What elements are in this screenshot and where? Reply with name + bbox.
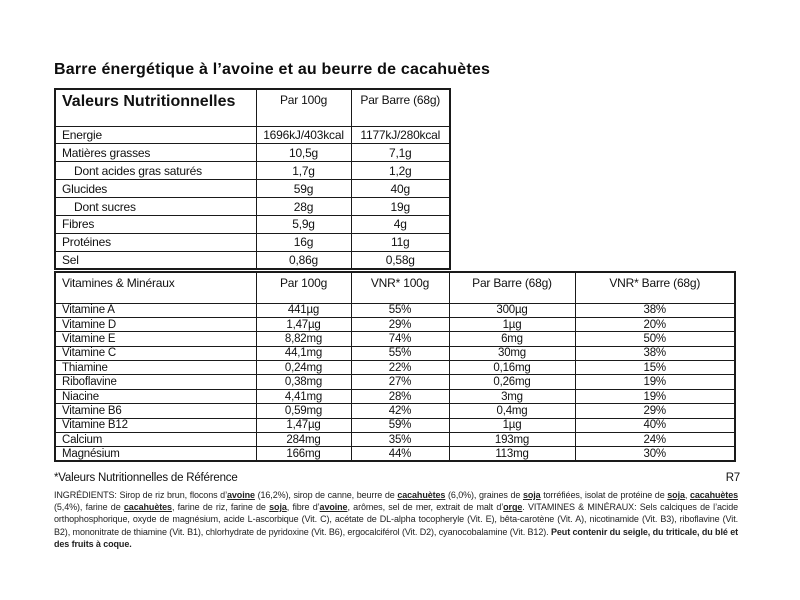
table-row: [55, 447, 735, 461]
table-row: [55, 433, 735, 447]
column-header-per-bar: Par Barre (68g): [449, 272, 575, 303]
row-value: 15%: [575, 361, 735, 375]
row-label: Dont acides gras saturés: [55, 162, 256, 180]
row-value: 1,2g: [351, 162, 450, 180]
row-value: 59%: [351, 418, 449, 432]
row-value: 7,1g: [351, 144, 450, 162]
table-row: [55, 180, 450, 198]
allergen-term: avoine: [319, 502, 348, 513]
row-label: Vitamine B12: [55, 418, 256, 432]
column-header-per-100g: Par 100g: [256, 272, 351, 303]
row-value: 59g: [256, 180, 351, 198]
vitamins-table-body: [55, 303, 735, 461]
ingredients-text: (5,4%), farine de: [54, 502, 124, 513]
table-row: [55, 126, 450, 144]
footnote-line: [54, 472, 740, 484]
table-row: [55, 389, 735, 403]
row-value: 166mg: [256, 447, 351, 461]
column-header-vnr-bar: VNR* Barre (68g): [575, 272, 735, 303]
table-row: [55, 404, 735, 418]
row-value: 0,26mg: [449, 375, 575, 389]
row-label: Fibres: [55, 215, 256, 233]
table-row: [55, 162, 450, 180]
row-value: 1,47µg: [256, 418, 351, 432]
ingredients-text: Peut contenir du seigle, du triticale, du blé et des fruits à coque.: [54, 526, 738, 549]
row-value: 441µg: [256, 303, 351, 317]
row-value: 19%: [575, 375, 735, 389]
row-label: Calcium: [55, 433, 256, 447]
row-label: Vitamine C: [55, 346, 256, 360]
row-label: Matières grasses: [55, 144, 256, 162]
allergen-term: soja: [667, 490, 685, 500]
row-value: 50%: [575, 332, 735, 346]
row-value: 6mg: [449, 332, 575, 346]
row-value: 1,47µg: [256, 317, 351, 331]
row-value: 40%: [575, 418, 735, 432]
row-value: 0,4mg: [449, 404, 575, 418]
row-label: Sel: [55, 251, 256, 269]
ingredients-text: ,: [684, 490, 690, 500]
product-title: Barre énergétique à l’avoine et au beurre de cacahuètes: [54, 61, 491, 78]
row-value: 30%: [575, 447, 735, 461]
row-value: 0,86g: [256, 251, 351, 269]
row-value: 0,58g: [351, 251, 450, 269]
table-row: [55, 215, 450, 233]
row-value: 1,7g: [256, 162, 351, 180]
row-value: 28%: [351, 389, 449, 403]
row-value: 300µg: [449, 303, 575, 317]
allergen-term: cacahuètes: [689, 490, 738, 500]
allergen-term: soja: [522, 490, 541, 500]
row-value: 42%: [351, 404, 449, 418]
ingredients-text: , arômes, sel de mer, extrait de malt d’: [347, 502, 504, 513]
row-value: 19%: [575, 389, 735, 403]
table-row: [55, 198, 450, 216]
ingredients-text: (16,2%), sirop de canne, beurre de: [254, 490, 398, 500]
vitamins-table-title: Vitamines & Minéraux: [55, 272, 256, 303]
row-value: 35%: [351, 433, 449, 447]
row-value: 4g: [351, 215, 450, 233]
allergen-term: soja: [269, 502, 287, 513]
row-value: 1µg: [449, 418, 575, 432]
ingredients-text: , farine de riz, farine de: [171, 502, 270, 513]
row-value: 5,9g: [256, 215, 351, 233]
vitamins-minerals-table: [54, 271, 736, 462]
revision-code: R7: [725, 472, 740, 484]
row-value: 1696kJ/403kcal: [256, 126, 351, 144]
row-label: Glucides: [55, 180, 256, 198]
row-value: 29%: [351, 317, 449, 331]
row-value: 55%: [351, 346, 449, 360]
row-value: 22%: [351, 361, 449, 375]
row-value: 1177kJ/280kcal: [351, 126, 450, 144]
table-row: [55, 251, 450, 269]
row-value: 27%: [351, 375, 449, 389]
row-value: 0,38mg: [256, 375, 351, 389]
row-label: Magnésium: [55, 447, 256, 461]
ingredients-text: . VITAMINES & MINÉRAUX: Sels calciques de l’acide orthophosphorique, oxyde de magnésium, acide L-ascorbique (Vit. C), acétate de DL-alpha tocopheryle (Vit. E), bêta-carotène (Vit. A), nicotinamide (Vit. B3), riboflavine (Vit. B2), mononitrate de thiamine (Vit. B1), chlorhydrate de pyridoxine (Vit. B6), ergocalciférol (Vit. D2), cyanocobalamine (Vit. B12).: [54, 502, 739, 537]
row-label: Dont sucres: [55, 198, 256, 216]
table-row: [55, 346, 735, 360]
table-row: [55, 361, 735, 375]
ingredients-text: INGRÉDIENTS: Sirop de riz brun, flocons d’: [54, 490, 227, 500]
row-value: 284mg: [256, 433, 351, 447]
row-value: 30mg: [449, 346, 575, 360]
row-value: 11g: [351, 233, 450, 251]
table-row: [55, 375, 735, 389]
row-label: Vitamine A: [55, 303, 256, 317]
row-label: Protéines: [55, 233, 256, 251]
row-value: 0,24mg: [256, 361, 351, 375]
allergen-term: orge: [503, 502, 523, 513]
allergen-term: avoine: [227, 490, 255, 500]
nutrition-facts-table: [54, 88, 451, 270]
row-value: 40g: [351, 180, 450, 198]
table-row: [55, 144, 450, 162]
nutrition-table-header-row: [55, 89, 450, 126]
row-value: 55%: [351, 303, 449, 317]
column-header-vnr-100g: VNR* 100g: [351, 272, 449, 303]
table-row: [55, 303, 735, 317]
row-value: 1µg: [449, 317, 575, 331]
row-value: 0,16mg: [449, 361, 575, 375]
row-label: Vitamine B6: [55, 404, 256, 418]
table-row: [55, 332, 735, 346]
row-label: Niacine: [55, 389, 256, 403]
column-header-per-bar: Par Barre (68g): [351, 89, 450, 126]
row-label: Riboflavine: [55, 375, 256, 389]
table-row: [55, 317, 735, 331]
row-value: 19g: [351, 198, 450, 216]
row-value: 113mg: [449, 447, 575, 461]
ingredients-text: , fibre d’: [286, 502, 320, 513]
row-value: 28g: [256, 198, 351, 216]
table-row: [55, 233, 450, 251]
nutrition-table-body: [55, 126, 450, 269]
row-value: 74%: [351, 332, 449, 346]
vitamins-table-header-row: [55, 272, 735, 303]
allergen-term: cacahuètes: [123, 502, 172, 513]
row-value: 24%: [575, 433, 735, 447]
row-label: Vitamine E: [55, 332, 256, 346]
row-value: 38%: [575, 303, 735, 317]
row-value: 20%: [575, 317, 735, 331]
row-label: Energie: [55, 126, 256, 144]
ingredients-text: torréfiées, isolat de protéine de: [540, 490, 668, 500]
column-header-per-100g: Par 100g: [256, 89, 351, 126]
row-label: Thiamine: [55, 361, 256, 375]
row-value: 8,82mg: [256, 332, 351, 346]
row-value: 3mg: [449, 389, 575, 403]
ingredients-text: (6,0%), graines de: [445, 490, 523, 500]
row-value: 44,1mg: [256, 346, 351, 360]
row-value: 29%: [575, 404, 735, 418]
row-value: 38%: [575, 346, 735, 360]
row-value: 0,59mg: [256, 404, 351, 418]
row-value: 16g: [256, 233, 351, 251]
ingredients-paragraph: [54, 489, 738, 550]
reference-values-footnote: *Valeurs Nutritionnelles de Référence: [54, 472, 238, 484]
row-value: 193mg: [449, 433, 575, 447]
allergen-term: cacahuètes: [397, 490, 446, 500]
row-value: 44%: [351, 447, 449, 461]
row-value: 10,5g: [256, 144, 351, 162]
row-value: 4,41mg: [256, 389, 351, 403]
nutrition-table-title: Valeurs Nutritionnelles: [55, 89, 256, 126]
row-label: Vitamine D: [55, 317, 256, 331]
table-row: [55, 418, 735, 432]
